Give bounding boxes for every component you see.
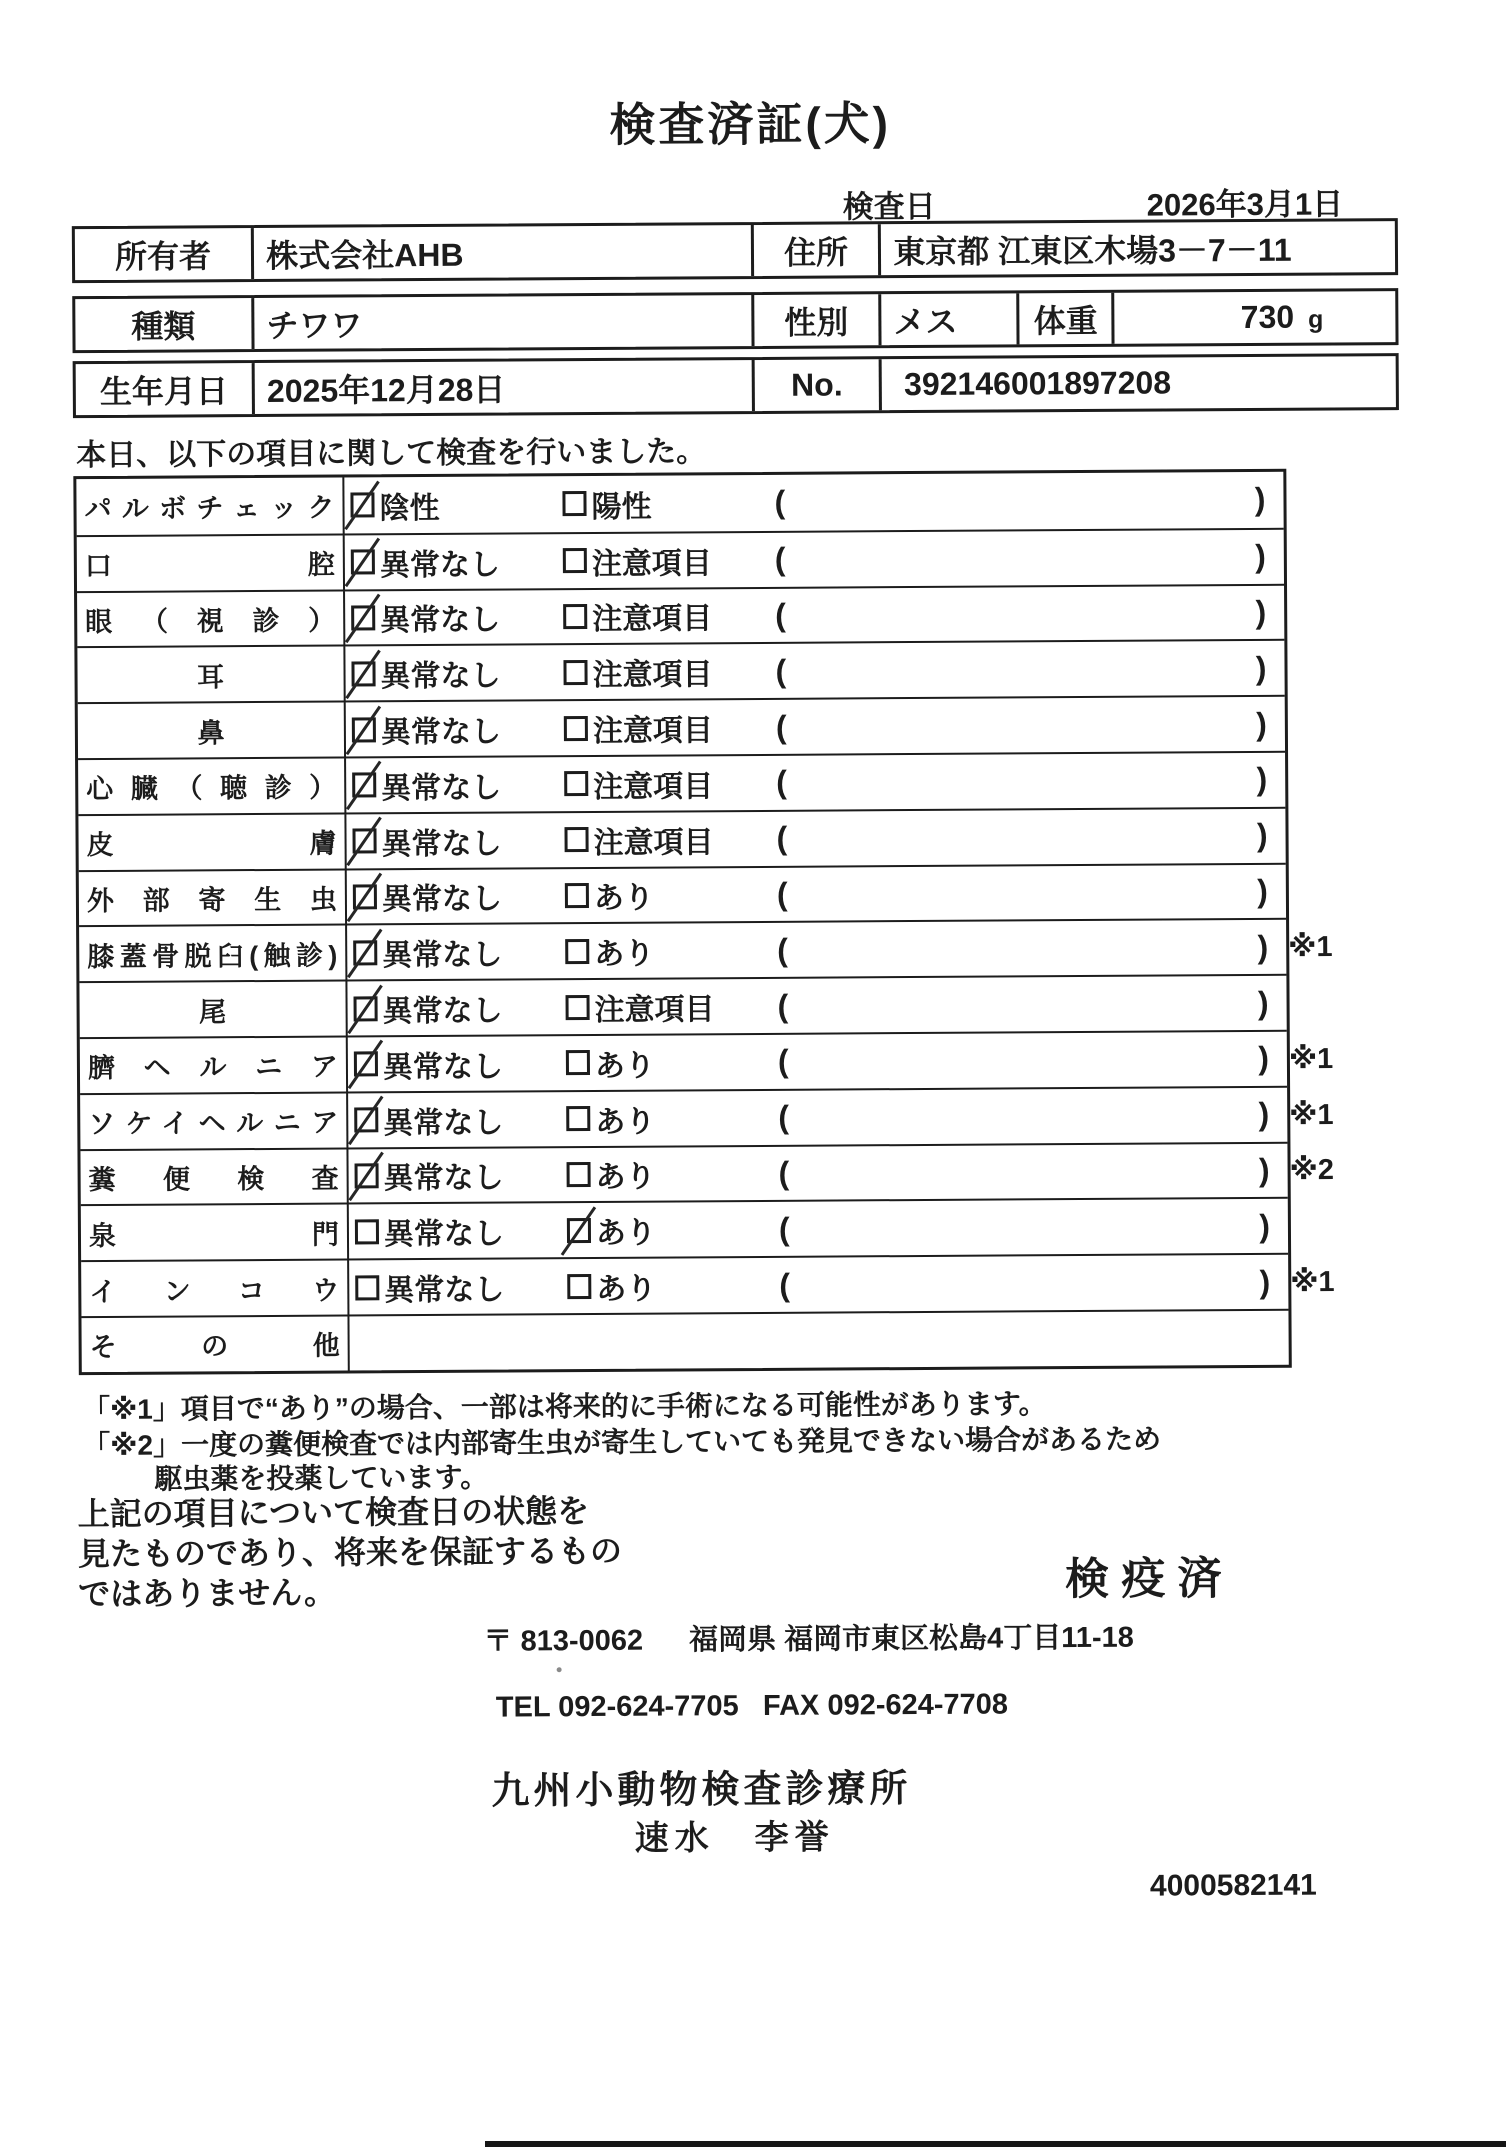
exam-table: [73, 469, 1291, 1375]
exam-option-secondary-label: あり: [594, 873, 654, 917]
paren-close: ): [1258, 984, 1269, 1021]
exam-option-primary-label: 異常なし: [380, 651, 500, 696]
checkbox-icon: [563, 660, 587, 685]
exam-row-content: [346, 809, 1285, 869]
paren-open: (: [777, 876, 788, 913]
exam-option-secondary-label: 注意項目: [593, 705, 713, 750]
checkbox-icon: [354, 996, 378, 1021]
checkbox-icon: [564, 827, 588, 852]
sex-value: メス: [878, 293, 1017, 345]
result-parentheses: [779, 1263, 1288, 1303]
exam-row: [78, 695, 1285, 758]
exam-option-primary: [350, 482, 562, 527]
paren-close: ): [1259, 1152, 1270, 1189]
paren-close: ): [1258, 1096, 1269, 1133]
exam-option-primary-label: 異常なし: [383, 1041, 503, 1086]
result-parentheses: [777, 984, 1286, 1024]
paren-open: (: [774, 484, 785, 521]
checkbox-icon: [563, 604, 587, 629]
exam-item-label: 糞便検査: [88, 1157, 338, 1198]
exam-row-content: [344, 472, 1283, 534]
paren-open: (: [779, 1266, 790, 1303]
result-parentheses: [775, 594, 1284, 634]
exam-item-label: ソケイヘルニア: [88, 1101, 338, 1142]
exam-item-label-cell: [77, 647, 345, 702]
checkbox-icon: [355, 1219, 379, 1244]
exam-item-label-cell: [81, 1261, 349, 1316]
exam-option-secondary: [566, 1040, 778, 1085]
exam-option-secondary: [565, 872, 777, 917]
scan-speck: [557, 1667, 562, 1672]
checkbox-icon: [563, 548, 587, 573]
paren-close: ): [1257, 929, 1268, 966]
checkbox-icon: [565, 883, 589, 908]
weight-value-cell: [1111, 291, 1395, 344]
exam-item-label-cell: [79, 926, 347, 981]
exam-item-label-cell: [78, 814, 346, 869]
paren-close: ): [1255, 481, 1266, 518]
exam-row: [76, 472, 1283, 535]
exam-option-primary-label: 陰性: [379, 483, 439, 527]
exam-row-content: [346, 753, 1285, 813]
id-number-label: No.: [752, 359, 880, 411]
paren-close: ): [1255, 594, 1266, 631]
exam-item-label: 耳: [85, 654, 335, 695]
paren-open: (: [778, 1099, 789, 1136]
checkbox-icon: [350, 493, 374, 518]
result-parentheses: [775, 650, 1284, 690]
birthdate-value: 2025年12月28日: [252, 360, 752, 414]
clinic-tel-fax: TEL 092-624-7705 FAX 092-624-7708: [496, 1688, 1008, 1724]
footnote-1: 「※1」項目で“あり”の場合、一部は将来的に手術になる可能性があります。: [82, 1382, 1047, 1428]
exam-option-primary: [352, 706, 564, 751]
address-label: 住所: [751, 224, 879, 276]
disclaimer-line-1: 上記の項目について検査日の状態を: [78, 1491, 622, 1534]
checkbox-icon: [564, 716, 588, 741]
checkbox-icon: [564, 771, 588, 796]
exam-row-content: [348, 1088, 1287, 1148]
result-parentheses: [776, 761, 1285, 801]
paren-close: ): [1257, 873, 1268, 910]
exam-option-secondary-label: あり: [594, 929, 654, 973]
exam-date-label: 検査日: [843, 181, 936, 227]
exam-row: [81, 1309, 1288, 1372]
exam-option-primary: [353, 929, 565, 974]
exam-item-label-cell: [80, 1149, 348, 1204]
footnote-2-continuation: 駆虫薬を投薬しています。: [154, 1456, 488, 1498]
exam-option-secondary: [567, 1263, 779, 1308]
paren-open: (: [775, 541, 786, 578]
sex-label: 性別: [751, 294, 879, 346]
disclaimer-line-2: 見たものであり、将来を保証するもの: [78, 1531, 622, 1574]
checkbox-icon: [351, 550, 375, 575]
exam-option-secondary-label: 陽性: [591, 482, 651, 526]
exam-item-label-cell: [78, 703, 346, 758]
checkbox-icon: [351, 661, 375, 686]
clinic-postal-line: [483, 1615, 1134, 1660]
exam-option-primary-label: 異常なし: [382, 930, 502, 975]
exam-option-primary-label: 異常なし: [382, 986, 502, 1031]
exam-row: [81, 1253, 1288, 1316]
exam-item-label-cell: [78, 758, 346, 813]
exam-item-label: 外部寄生虫: [87, 878, 337, 919]
paren-open: (: [778, 1155, 789, 1192]
paren-open: (: [777, 932, 788, 969]
exam-option-secondary: [567, 1207, 779, 1252]
exam-option-primary-label: 異常なし: [383, 1153, 503, 1198]
exam-option-primary: [354, 1041, 566, 1086]
exam-item-label-cell: [79, 870, 347, 925]
exam-row: [80, 1030, 1287, 1093]
exam-row-content: [347, 920, 1286, 980]
exam-row-content: [349, 1255, 1288, 1315]
checkbox-icon: [566, 995, 590, 1020]
exam-item-label-cell: [76, 478, 344, 535]
exam-option-primary: [351, 650, 563, 695]
paren-close: ): [1256, 761, 1267, 798]
exam-option-secondary: [564, 705, 776, 750]
species-label: 種類: [75, 298, 251, 350]
exam-option-secondary-label: 注意項目: [594, 984, 714, 1029]
owner-info-row: [72, 218, 1398, 283]
exam-item-label-cell: [79, 982, 347, 1037]
exam-row-content: [349, 1199, 1288, 1259]
paren-open: (: [776, 764, 787, 801]
exam-row: [80, 1086, 1287, 1149]
exam-option-secondary: [566, 1096, 778, 1141]
result-parentheses: [776, 705, 1285, 745]
checkbox-icon: [354, 1052, 378, 1077]
scan-edge-artifact: [485, 2141, 1506, 2147]
exam-item-label: 膝蓋骨脱臼(触診): [87, 933, 337, 974]
exam-option-primary: [355, 1208, 567, 1253]
paren-open: (: [779, 1211, 790, 1248]
checkbox-icon: [352, 717, 376, 742]
row-note: ※1: [1288, 929, 1344, 964]
checkbox-icon: [352, 773, 376, 798]
exam-row: [77, 639, 1284, 702]
checkbox-icon: [351, 605, 375, 630]
result-parentheses: [777, 929, 1286, 969]
exam-row: [80, 1141, 1287, 1204]
owner-value: 株式会社AHB: [251, 225, 751, 279]
checkbox-icon: [567, 1162, 591, 1187]
exam-item-label: その他: [90, 1324, 340, 1365]
exam-row-content: [347, 864, 1286, 924]
exam-row-content: [349, 1311, 1288, 1371]
species-value: チワワ: [251, 295, 751, 349]
exam-row-content: [348, 1032, 1287, 1092]
exam-option-secondary-label: 注意項目: [593, 761, 713, 806]
exam-option-primary: [352, 762, 564, 807]
exam-option-secondary: [562, 481, 774, 526]
exam-option-primary: [354, 1097, 566, 1142]
exam-option-secondary-label: あり: [596, 1208, 656, 1252]
exam-row: [78, 751, 1285, 814]
exam-item-label: 尾: [87, 989, 337, 1030]
result-parentheses: [779, 1208, 1288, 1248]
exam-option-primary: [355, 1264, 567, 1309]
id-number-value: 392146001897208: [879, 356, 1396, 410]
exam-option-primary-label: 異常なし: [380, 539, 500, 584]
exam-row-content: [347, 976, 1286, 1036]
birthdate-label: 生年月日: [76, 363, 252, 415]
row-note: ※2: [1289, 1152, 1345, 1187]
exam-row: [79, 862, 1286, 925]
paren-close: ): [1255, 538, 1266, 575]
exam-option-primary-label: 異常なし: [381, 818, 501, 863]
paren-close: ): [1260, 1263, 1271, 1300]
clinic-address: 福岡県 福岡市東区松島4丁目11-18: [689, 1615, 1134, 1659]
exam-item-label: 泉門: [89, 1212, 339, 1253]
footnote-2: 「※2」一度の糞便検査では内部寄生虫が寄生していても発見できない場合があるため: [82, 1418, 1161, 1465]
exam-item-label-cell: [80, 1037, 348, 1092]
exam-item-label-cell: [80, 1093, 348, 1148]
result-parentheses: [778, 1040, 1287, 1080]
result-parentheses: [778, 1152, 1287, 1192]
checkbox-icon: [562, 491, 586, 516]
exam-row-content: [345, 641, 1284, 701]
result-parentheses: [774, 481, 1283, 521]
birth-info-row: [73, 353, 1399, 418]
examiner-name: 速水 李誉: [634, 1810, 834, 1860]
exam-option-secondary: [566, 1151, 778, 1196]
paren-close: ): [1257, 817, 1268, 854]
address-value: 東京都 江東区木場3－7－11: [878, 221, 1395, 275]
exam-option-secondary: [563, 649, 775, 694]
exam-row: [77, 528, 1284, 591]
paren-close: ): [1258, 1040, 1269, 1077]
paren-open: (: [778, 1043, 789, 1080]
exam-option-secondary-label: あり: [596, 1264, 656, 1308]
checkbox-icon: [353, 884, 377, 909]
exam-option-primary-label: 異常なし: [381, 707, 501, 752]
exam-item-label-cell: [77, 535, 345, 590]
pet-info-row: [72, 288, 1398, 353]
serial-number: 4000582141: [1150, 1869, 1317, 1904]
exam-item-label: パルボチェック: [84, 486, 334, 527]
paren-open: (: [775, 597, 786, 634]
exam-item-label: 口腔: [85, 543, 335, 584]
checkbox-icon: [567, 1274, 591, 1299]
exam-item-label: 臍ヘルニア: [88, 1045, 338, 1086]
exam-option-primary-label: 異常なし: [381, 762, 501, 807]
checkbox-icon: [566, 1050, 590, 1075]
paren-close: ): [1256, 650, 1267, 687]
exam-row: [78, 807, 1285, 870]
checkbox-icon: [355, 1163, 379, 1188]
checkbox-icon: [354, 1107, 378, 1132]
paren-open: (: [776, 708, 787, 745]
exam-row-content: [345, 585, 1284, 645]
exam-option-primary: [351, 539, 563, 584]
result-parentheses: [775, 538, 1284, 578]
paren-open: (: [775, 653, 786, 690]
exam-option-primary-label: 異常なし: [382, 874, 502, 919]
exam-row-content: [348, 1143, 1287, 1203]
exam-row: [77, 583, 1284, 646]
exam-item-label-cell: [81, 1205, 349, 1260]
checkbox-icon: [355, 1275, 379, 1300]
checkbox-icon: [565, 939, 589, 964]
result-parentheses: [777, 873, 1286, 913]
row-note: ※1: [1290, 1264, 1346, 1299]
exam-item-label: 眼（視診）: [85, 599, 335, 640]
disclaimer-line-3: ではありません。: [78, 1571, 622, 1614]
exam-option-primary: [351, 595, 563, 640]
exam-option-secondary: [564, 761, 776, 806]
checkbox-icon: [566, 1106, 590, 1131]
exam-option-primary-label: 異常なし: [383, 1097, 503, 1142]
paren-open: (: [777, 987, 788, 1024]
weight-label: 体重: [1017, 293, 1112, 345]
row-note: ※1: [1289, 1041, 1345, 1076]
exam-option-secondary: [565, 984, 777, 1029]
disclaimer-paragraph: [78, 1491, 623, 1614]
exam-option-primary: [353, 985, 565, 1030]
exam-item-label-cell: [81, 1316, 349, 1371]
exam-option-secondary-label: 注意項目: [593, 817, 713, 862]
exam-option-primary: [354, 1153, 566, 1198]
exam-option-secondary: [563, 593, 775, 638]
exam-date-value: 2026年3月1日: [1147, 178, 1344, 224]
exam-option-primary-label: 異常なし: [384, 1265, 504, 1310]
clinic-name: 九州小動物検査診療所: [491, 1757, 911, 1815]
exam-option-primary: [352, 818, 564, 863]
exam-option-secondary-label: あり: [595, 1040, 655, 1084]
exam-option-secondary-label: 注意項目: [592, 650, 712, 695]
exam-option-secondary-label: あり: [595, 1096, 655, 1140]
exam-row: [79, 918, 1286, 981]
exam-item-label: 皮膚: [86, 822, 336, 863]
owner-label: 所有者: [75, 228, 251, 280]
exam-row: [79, 974, 1286, 1037]
exam-row-content: [346, 697, 1285, 757]
paren-open: (: [776, 820, 787, 857]
exam-item-label-cell: [77, 591, 345, 646]
checkbox-icon: [352, 828, 376, 853]
exam-item-label: 心臓（聴診）: [86, 766, 336, 807]
exam-item-label: 鼻: [86, 710, 336, 751]
exam-option-secondary-label: 注意項目: [592, 594, 712, 639]
exam-option-secondary: [565, 928, 777, 973]
intro-sentence: 本日、以下の項目に関して検査を行いました。: [76, 426, 706, 474]
clinic-postal-code: 〒 813-0062: [483, 1618, 643, 1660]
weight-unit: g: [1308, 300, 1323, 335]
checkbox-icon: [353, 940, 377, 965]
exam-option-secondary-label: 注意項目: [592, 538, 712, 583]
paren-close: ): [1259, 1208, 1270, 1245]
result-parentheses: [778, 1096, 1287, 1136]
exam-option-primary-label: 異常なし: [384, 1209, 504, 1254]
checkbox-icon: [567, 1218, 591, 1243]
result-parentheses: [776, 817, 1285, 857]
exam-item-label: インコウ: [89, 1268, 339, 1309]
weight-value: 730: [1241, 299, 1295, 336]
exam-option-primary-label: 異常なし: [380, 595, 500, 640]
paren-close: ): [1256, 705, 1267, 742]
exam-option-secondary-label: あり: [595, 1152, 655, 1196]
page-title: 検査済証(犬): [0, 83, 1506, 158]
exam-option-secondary: [563, 538, 775, 583]
exam-row: [81, 1197, 1288, 1260]
exam-row-content: [345, 530, 1284, 590]
quarantine-passed-stamp: 検 疫 済: [1065, 1542, 1222, 1607]
exam-option-secondary: [564, 817, 776, 862]
exam-option-primary: [353, 874, 565, 919]
row-note: ※1: [1289, 1097, 1345, 1132]
